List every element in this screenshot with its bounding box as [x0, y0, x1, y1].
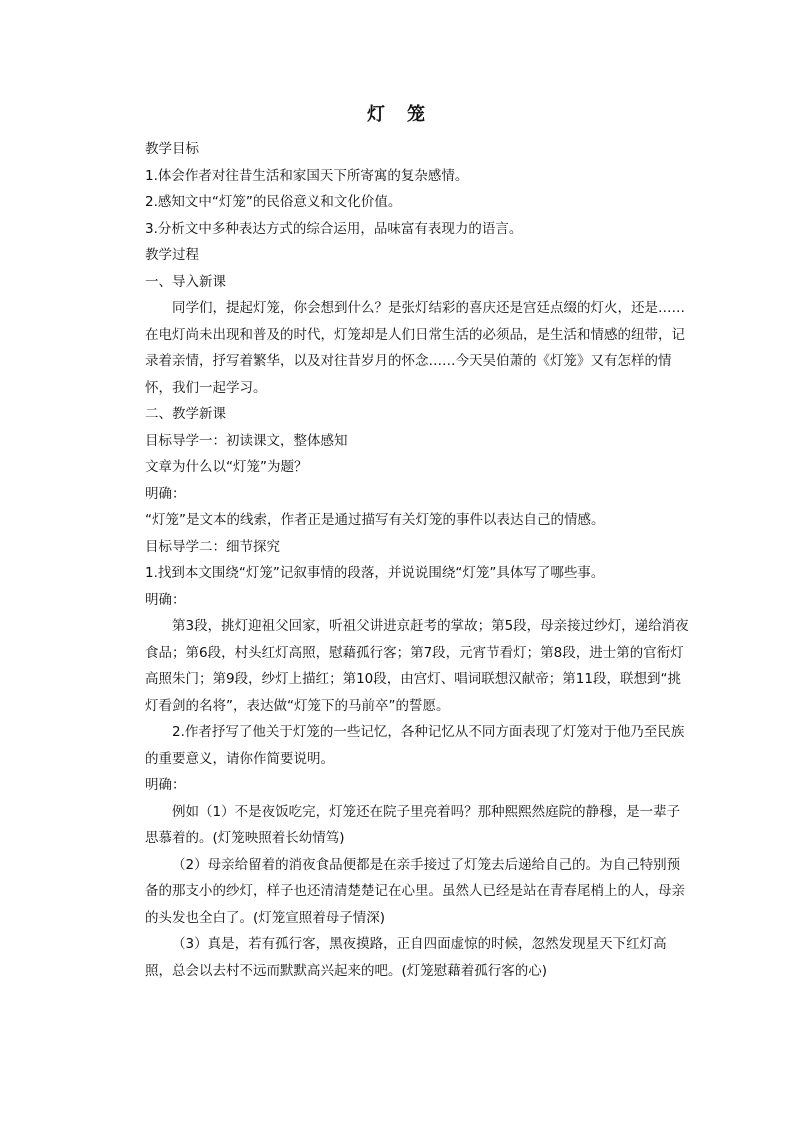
goal-item: 3.分析文中多种表达方式的综合运用，品味富有表现力的语言。	[145, 220, 523, 237]
subheading: 目标导学一：初读课文，整体感知	[145, 432, 348, 449]
paragraph: （3）真是，若有孤行客，黑夜摸路，正自四面虚惊的时候，忽然发现星天下红灯高照，总会以去村不远而默默高兴起来的吧。(灯笼慰藉着孤行客的心)	[145, 936, 667, 979]
answer-label: 明确：	[145, 777, 186, 793]
subheading: 目标导学二：细节探究	[145, 538, 280, 555]
question: 1.找到本文围绕“灯笼”记叙事情的段落，并说说围绕“灯笼”具体写了哪些事。	[145, 565, 605, 581]
section-heading: 一、导入新课	[145, 273, 226, 290]
paragraph: 例如（1）不是夜饭吃完，灯笼还在院子里亮着吗？那种熙熙然庭院的静穆，是一辈子思慕着的。(灯笼映照着长幼情笃)	[145, 803, 681, 846]
paragraph: （2）母亲给留着的消夜食品便都是在亲手接过了灯笼去后递给自己的。为自己特别预备的那支小的纱灯，样子也还清清楚楚记在心里。虽然人已经是站在青春尾梢上的人，母亲的头发也全白了。(灯笼宣照着母子情深)	[145, 856, 685, 926]
heading-teaching-process: 教学过程	[145, 247, 199, 263]
answer-label: 明确：	[145, 591, 186, 608]
paragraph: “灯笼”是文本的线索，作者正是通过描写有关灯笼的事件以表达自己的情感。	[145, 512, 605, 528]
paragraph: 第3段，挑灯迎祖父回家，听祖父讲进京赶考的掌故；第5段，母亲接过纱灯，递给消夜食品；第6段，村头红灯高照，慰藉孤行客；第7段，元宵节看灯；第8段，进士第的官衔灯高照朱门；第9段，纱灯上描红；第10段，由宫灯、唱词联想汉献帝；第11段，联想到“挑灯看剑的名将”，表达做“灯笼下的马前卒”的誓愿。	[145, 618, 689, 714]
section-heading: 二、教学新课	[145, 406, 226, 422]
question: 文章为什么以“灯笼”为题？	[145, 459, 308, 475]
answer-label: 明确：	[145, 485, 186, 502]
goal-item: 2.感知文中“灯笼”的民俗意义和文化价值。	[145, 194, 402, 210]
document-body	[145, 136, 690, 984]
paragraph: 同学们，提起灯笼，你会想到什么？是张灯结彩的喜庆还是宫廷点缀的灯火，还是……在电灯尚未出现和普及的时代，灯笼却是人们日常生活的必须品，是生活和情感的纽带，记录着亲情，抒写着繁华，以及对往昔岁月的怀念……今天吴伯萧的《灯笼》又有怎样的情怀，我们一起学习。	[145, 300, 685, 396]
question: 2.作者抒写了他关于灯笼的一些记忆，各种记忆从不同方面表现了灯笼对于他乃至民族的重要意义，请你作简要说明。	[145, 724, 685, 767]
goal-item: 1.体会作者对往昔生活和家国天下所寄寓的复杂感情。	[145, 167, 469, 184]
heading-teaching-goals: 教学目标	[145, 141, 199, 157]
document-title: 灯 笼	[367, 104, 427, 125]
